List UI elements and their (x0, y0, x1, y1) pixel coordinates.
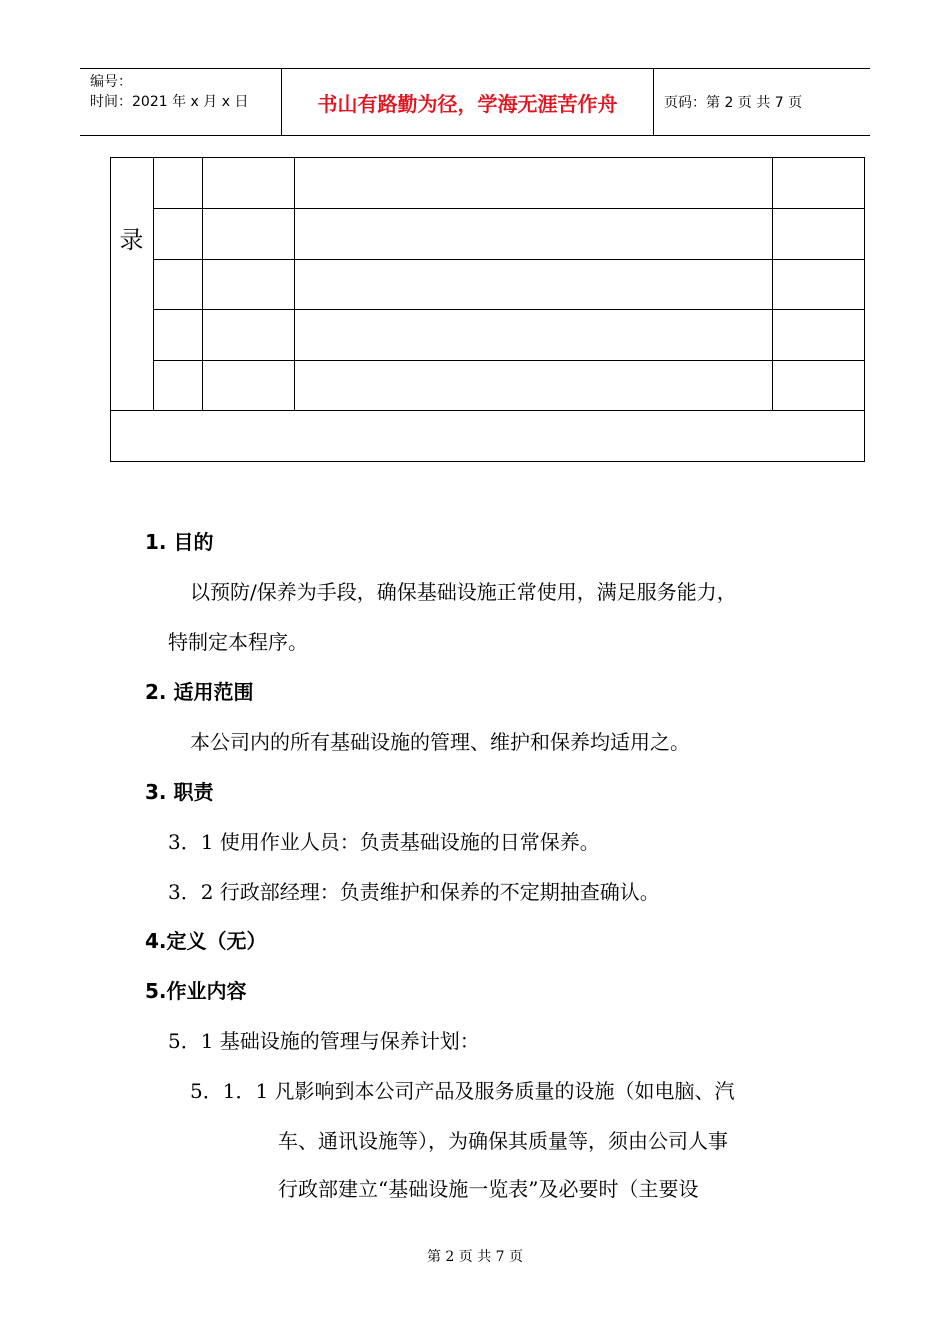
table-row-divider (153, 309, 865, 310)
table-col-divider (294, 157, 295, 411)
table-col-divider (202, 157, 203, 411)
section-5-1-1-cont: 行政部建立“基础设施一览表”及必要时（主要设 (278, 1177, 699, 1201)
section-1-title: 1. 目的 (145, 530, 214, 554)
table-row-divider (153, 360, 865, 361)
document-header (80, 68, 870, 136)
table-col-divider (772, 157, 773, 411)
date-label: 时间：2021 年 x 月 x 日 (90, 94, 249, 110)
section-5-1-1: 5．1．1 凡影响到本公司产品及服务质量的设施（如电脑、汽 (190, 1079, 735, 1103)
page-footer: 第 2 页 共 7 页 (426, 1249, 524, 1265)
number-label: 编号： (90, 74, 132, 90)
table-border-top (110, 157, 865, 158)
header-motto: 书山有路勤为径，学海无涯苦作舟 (282, 69, 654, 135)
table-row-divider (153, 259, 865, 260)
section-2-paragraph: 本公司内的所有基础设施的管理、维护和保养均适用之。 (190, 730, 690, 754)
section-1-paragraph: 以预防/保养为手段，确保基础设施正常使用，满足服务能力， (190, 580, 737, 604)
table-border-left (110, 157, 111, 462)
section-3-1: 3．1 使用作业人员：负责基础设施的日常保养。 (168, 830, 600, 854)
section-5-1-1-cont: 车、通讯设施等），为确保其质量等，须由公司人事 (278, 1129, 728, 1153)
table-border-bottom (110, 461, 865, 462)
section-1-paragraph: 特制定本程序。 (168, 630, 308, 654)
section-2-title: 2. 适用范围 (145, 680, 254, 704)
table-row-divider (153, 208, 865, 209)
header-page-info: 页码：第 2 页 共 7 页 (664, 95, 803, 111)
record-table (110, 157, 865, 462)
table-row-divider (110, 410, 865, 411)
table-col-divider (153, 157, 154, 411)
section-5-title: 5.作业内容 (145, 979, 247, 1003)
section-3-2: 3．2 行政部经理：负责维护和保养的不定期抽查确认。 (168, 880, 660, 904)
section-4-title: 4.定义（无） (145, 929, 267, 953)
header-meta (80, 69, 282, 135)
section-3-title: 3. 职责 (145, 780, 214, 804)
record-side-label: 录 (119, 226, 144, 254)
section-5-1: 5．1 基础设施的管理与保养计划： (168, 1029, 480, 1053)
